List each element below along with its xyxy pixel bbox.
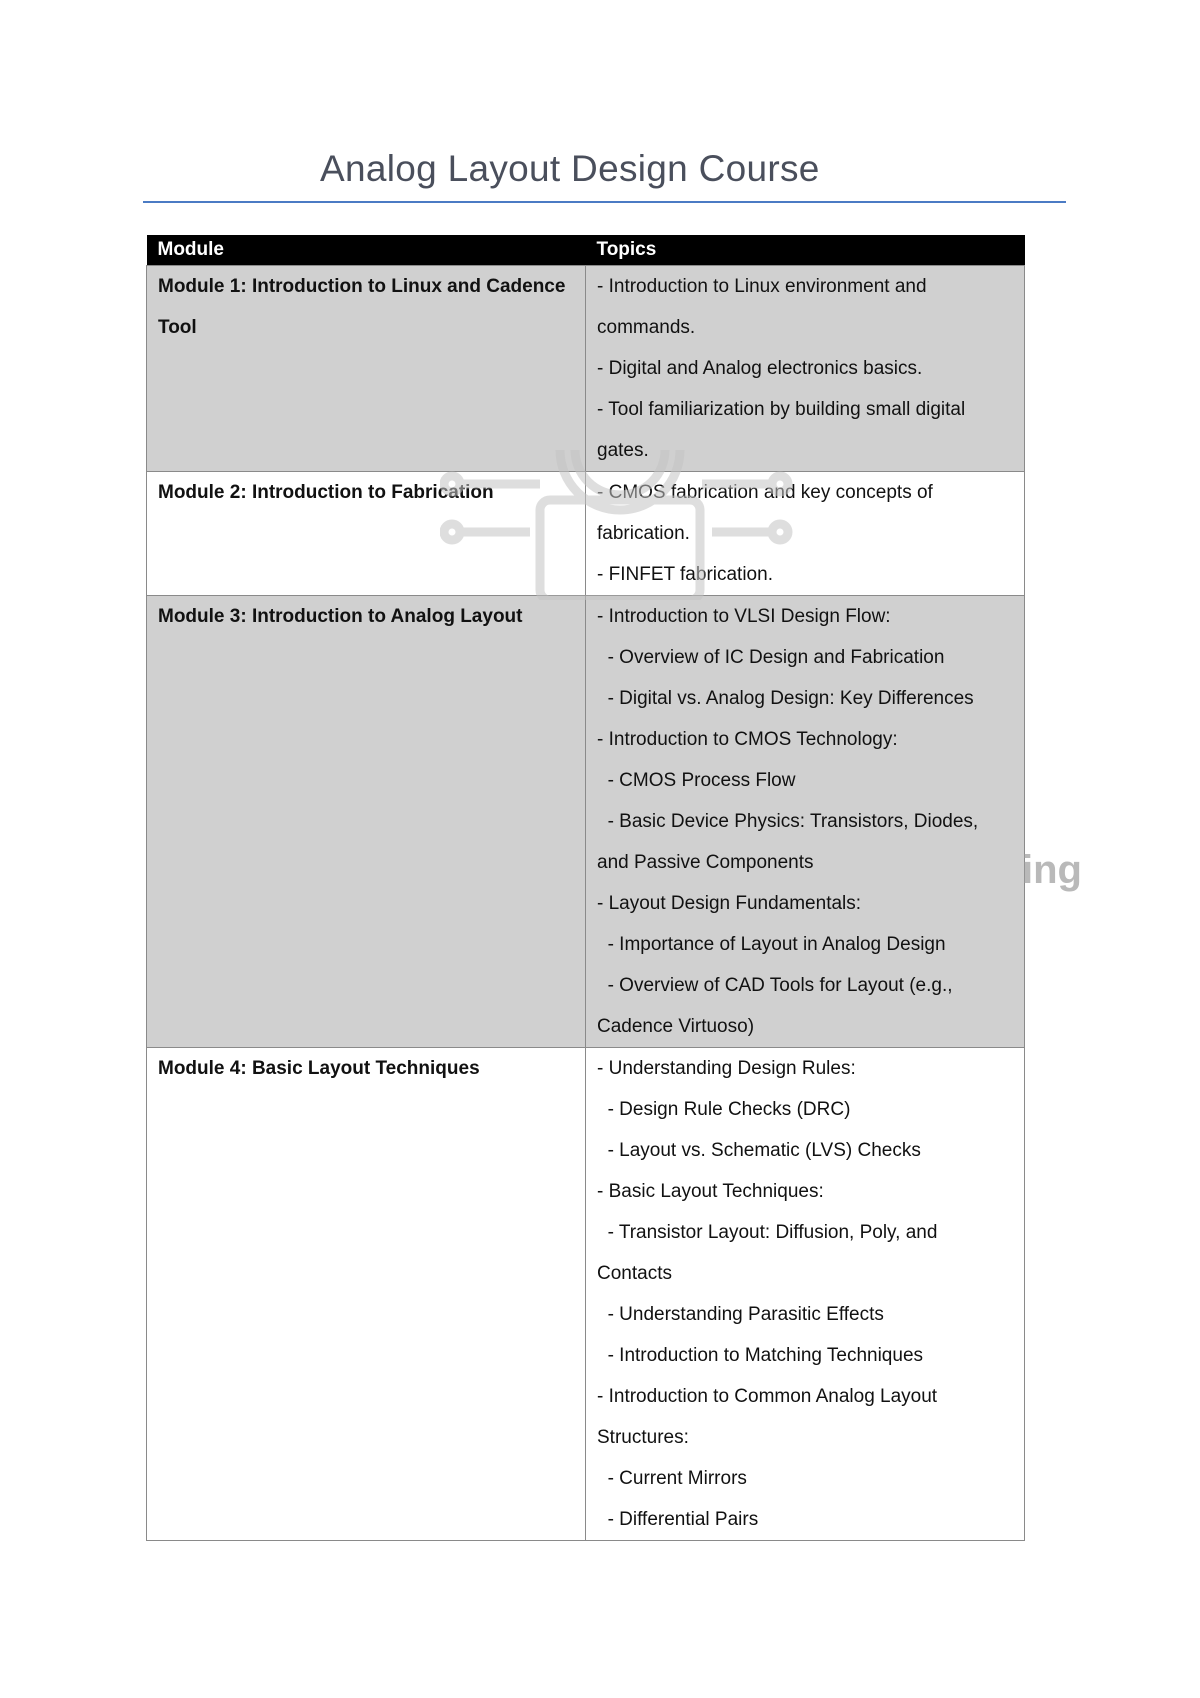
- topic-item: - CMOS Process Flow: [597, 770, 796, 791]
- topic-item: - Introduction to Linux environment and commands.: [597, 276, 932, 338]
- table-row: [147, 266, 1025, 472]
- topic-item: - Transistor Layout: Diffusion, Poly, and Contacts: [597, 1222, 943, 1284]
- topic-item: - Overview of CAD Tools for Layout (e.g., Cadence Virtuoso): [597, 975, 958, 1037]
- topic-item: - Design Rule Checks (DRC): [597, 1099, 851, 1120]
- module-name: Module 2: Introduction to Fabrication: [147, 472, 586, 596]
- topic-item: - Overview of IC Design and Fabrication: [597, 647, 945, 668]
- title-underline: [143, 201, 1066, 203]
- topic-item: - Digital and Analog electronics basics.: [597, 358, 923, 379]
- topic-item: - Understanding Design Rules:: [597, 1058, 856, 1079]
- module-name: Module 1: Introduction to Linux and Cadence Tool: [147, 266, 586, 472]
- topic-item: - Basic Layout Techniques:: [597, 1181, 824, 1202]
- column-header-topics: Topics: [586, 235, 1025, 266]
- topic-item: - Importance of Layout in Analog Design: [597, 934, 946, 955]
- topic-item: - Differential Pairs: [597, 1509, 759, 1530]
- watermark-text: ing: [1022, 848, 1082, 892]
- topics-cell: [586, 1048, 1025, 1541]
- topic-item: - Digital vs. Analog Design: Key Differences: [597, 688, 974, 709]
- course-table: [146, 235, 1025, 1541]
- topics-cell: [586, 266, 1025, 472]
- topic-item: - Tool familiarization by building small digital gates.: [597, 399, 971, 461]
- topic-item: - Layout Design Fundamentals:: [597, 893, 862, 914]
- topic-item: - CMOS fabrication and key concepts of fabrication.: [597, 482, 939, 544]
- table-row: [147, 472, 1025, 596]
- module-name: Module 4: Basic Layout Techniques: [147, 1048, 586, 1541]
- topic-item: - FINFET fabrication.: [597, 564, 773, 585]
- topic-item: - Understanding Parasitic Effects: [597, 1304, 884, 1325]
- column-header-module: Module: [147, 235, 586, 266]
- topic-item: - Layout vs. Schematic (LVS) Checks: [597, 1140, 921, 1161]
- module-name: Module 3: Introduction to Analog Layout: [147, 596, 586, 1048]
- table-row: [147, 1048, 1025, 1541]
- topics-cell: [586, 472, 1025, 596]
- topic-item: - Introduction to VLSI Design Flow:: [597, 606, 891, 627]
- topic-item: - Basic Device Physics: Transistors, Diodes, and Passive Components: [597, 811, 984, 873]
- topic-item: - Introduction to Common Analog Layout Structures:: [597, 1386, 943, 1448]
- page-title: Analog Layout Design Course: [320, 148, 820, 189]
- topic-item: - Current Mirrors: [597, 1468, 747, 1489]
- topics-cell: [586, 596, 1025, 1048]
- topic-item: - Introduction to Matching Techniques: [597, 1345, 924, 1366]
- table-header-row: [147, 235, 1025, 266]
- table-row: [147, 596, 1025, 1048]
- topic-item: - Introduction to CMOS Technology:: [597, 729, 898, 750]
